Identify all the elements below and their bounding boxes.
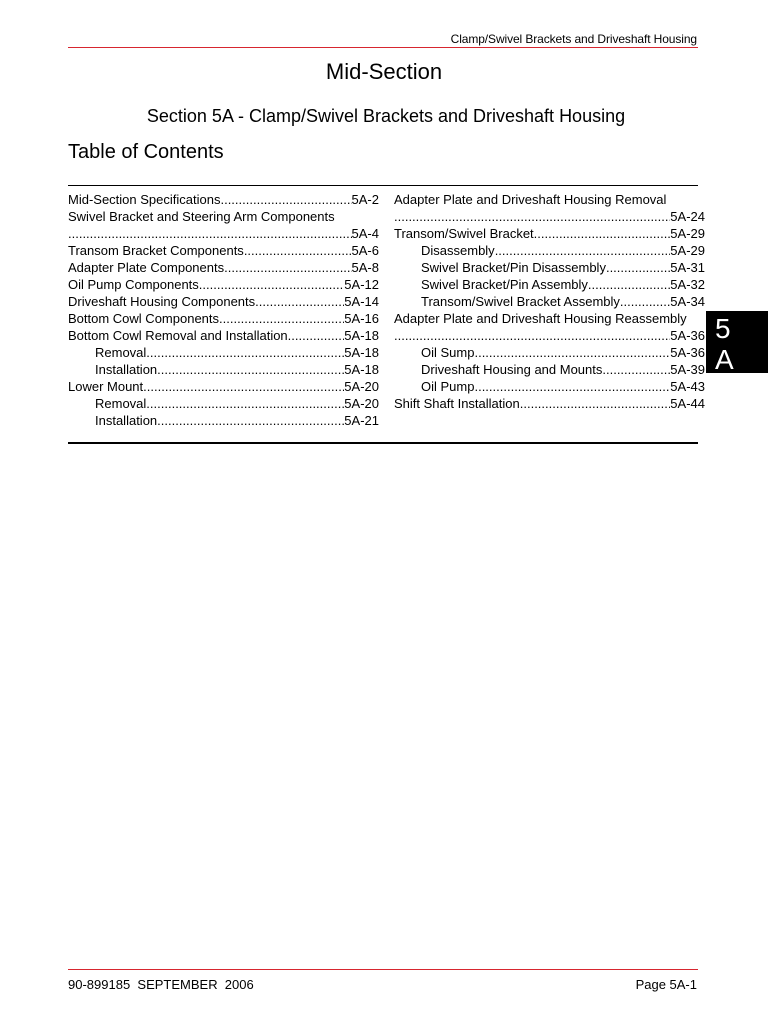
toc-entry-label: Removal (95, 396, 147, 411)
toc-leader-dots (620, 293, 670, 310)
toc-entry[interactable] (68, 259, 379, 276)
toc-entry-label: Mid-Section Specifications (68, 192, 221, 207)
page-title: Mid-Section (325, 59, 443, 84)
toc-entry-label: Swivel Bracket and Steering Arm Components (68, 209, 335, 224)
toc-entry[interactable] (394, 225, 705, 242)
toc-entry[interactable] (394, 344, 705, 361)
footer-page-number: Page 5A-1 (635, 977, 697, 992)
toc-entry-label: Oil Sump (421, 345, 475, 360)
toc-leader-dots (244, 242, 352, 259)
footer-rule (68, 969, 698, 970)
toc-entry-label: Swivel Bracket/Pin Assembly (421, 277, 588, 292)
toc-entry-label: Bottom Cowl Components (68, 311, 220, 326)
toc-entry[interactable] (68, 191, 379, 208)
toc-entry[interactable] (394, 361, 705, 378)
toc-entry-page: 5A-31 (670, 260, 705, 275)
section-tab-number: 5 (715, 313, 731, 344)
section-title: Section 5A - Clamp/Swivel Brackets and Driveshaft Housing (146, 106, 626, 126)
toc-entry-page: 5A-20 (344, 396, 379, 411)
toc-entry-label: Driveshaft Housing Components (68, 294, 256, 309)
toc-leader-dots (146, 344, 344, 361)
toc-entry-page: 5A-24 (670, 209, 705, 224)
section-tab-letter: A (715, 344, 734, 375)
toc-leader-dots (157, 412, 344, 429)
toc-entry-page: 5A-4 (351, 226, 379, 241)
toc-entry-page: 5A-43 (670, 379, 705, 394)
toc-entry-label: Transom/Swivel Bracket (394, 226, 534, 241)
toc-entry-page: 5A-12 (344, 277, 379, 292)
toc-entry[interactable] (394, 395, 705, 412)
footer-doc-number: 90-899185 SEPTEMBER 2006 (68, 977, 254, 992)
toc-leader-dots (219, 310, 344, 327)
toc-entry[interactable] (394, 327, 705, 344)
toc-leader-dots (602, 361, 670, 378)
toc-entry-label: Driveshaft Housing and Mounts (421, 362, 603, 377)
toc-entry[interactable] (68, 225, 379, 242)
toc-entry[interactable] (68, 361, 379, 378)
toc-entry-label: Disassembly (421, 243, 495, 258)
toc-entry-page: 5A-36 (670, 345, 705, 360)
toc-entry[interactable] (68, 276, 379, 293)
toc-leader-dots (606, 259, 670, 276)
toc-leader-dots (255, 293, 344, 310)
toc-entry-label: Swivel Bracket/Pin Disassembly (421, 260, 606, 275)
toc-entry-page: 5A-32 (670, 277, 705, 292)
toc-leader-dots (495, 242, 671, 259)
toc-entry[interactable] (394, 242, 705, 259)
toc-leader-dots (68, 225, 352, 242)
toc-entry-page: 5A-44 (670, 396, 705, 411)
toc-entry-page: 5A-20 (344, 379, 379, 394)
toc-entry[interactable] (68, 327, 379, 344)
toc-entry-label: Transom Bracket Components (68, 243, 244, 258)
toc-entry-page: 5A-6 (351, 243, 379, 258)
toc-leader-dots (199, 276, 345, 293)
toc-entry[interactable] (68, 208, 379, 225)
toc-entry[interactable] (68, 344, 379, 361)
toc-right-column (394, 191, 705, 412)
toc-entry-page: 5A-8 (351, 260, 379, 275)
toc-entry-page: 5A-16 (344, 311, 379, 326)
toc-entry-page: 5A-36 (670, 328, 705, 343)
section-tab (706, 311, 768, 373)
toc-leader-dots (534, 225, 671, 242)
running-header: Clamp/Swivel Brackets and Driveshaft Housing (450, 32, 697, 46)
toc-entry-label: Installation (95, 362, 158, 377)
toc-leader-dots (474, 378, 670, 395)
toc-heading: Table of Contents (68, 141, 224, 163)
toc-leader-dots (288, 327, 345, 344)
toc-entry-page: 5A-39 (670, 362, 705, 377)
toc-entry-page: 5A-29 (670, 243, 705, 258)
toc-bottom-rule (68, 442, 698, 444)
toc-entry-label: Adapter Plate and Driveshaft Housing Reassembly (394, 311, 687, 326)
toc-entry-label: Lower Mount (68, 379, 144, 394)
toc-leader-dots (520, 395, 671, 412)
toc-entry-label: Transom/Swivel Bracket Assembly (421, 294, 620, 309)
toc-entry-page: 5A-29 (670, 226, 705, 241)
toc-entry[interactable] (68, 412, 379, 429)
toc-entry[interactable] (68, 310, 379, 327)
toc-entry-label: Installation (95, 413, 158, 428)
header-rule (68, 47, 698, 48)
toc-entry-label: Bottom Cowl Removal and Installation (68, 328, 288, 343)
toc-leader-dots (394, 327, 670, 344)
toc-entry[interactable] (68, 395, 379, 412)
toc-entry[interactable] (394, 276, 705, 293)
toc-top-rule (68, 185, 698, 186)
toc-leader-dots (157, 361, 344, 378)
toc-leader-dots (588, 276, 670, 293)
toc-entry-label: Oil Pump Components (68, 277, 199, 292)
toc-entry-page: 5A-2 (351, 192, 379, 207)
toc-entry[interactable] (394, 208, 705, 225)
toc-entry[interactable] (394, 259, 705, 276)
toc-entry-page: 5A-21 (344, 413, 379, 428)
toc-entry[interactable] (68, 378, 379, 395)
toc-entry[interactable] (68, 293, 379, 310)
toc-leader-dots (474, 344, 670, 361)
toc-leader-dots (146, 395, 344, 412)
toc-entry-label: Shift Shaft Installation (394, 396, 520, 411)
toc-left-column (68, 191, 379, 429)
toc-leader-dots (220, 191, 351, 208)
toc-entry-page: 5A-34 (670, 294, 705, 309)
toc-leader-dots (394, 208, 670, 225)
toc-entry[interactable] (394, 293, 705, 310)
toc-entry-label: Oil Pump (421, 379, 475, 394)
toc-leader-dots (224, 259, 351, 276)
toc-entry[interactable] (394, 378, 705, 395)
toc-leader-dots (143, 378, 344, 395)
toc-entry-page: 5A-18 (344, 328, 379, 343)
toc-entry[interactable] (394, 191, 705, 208)
toc-entry[interactable] (68, 242, 379, 259)
toc-entry-page: 5A-18 (344, 362, 379, 377)
toc-entry-label: Removal (95, 345, 147, 360)
toc-entry[interactable] (394, 310, 705, 327)
toc-entry-label: Adapter Plate and Driveshaft Housing Removal (394, 192, 667, 207)
toc-entry-label: Adapter Plate Components (68, 260, 225, 275)
toc-entry-page: 5A-18 (344, 345, 379, 360)
toc-entry-page: 5A-14 (344, 294, 379, 309)
